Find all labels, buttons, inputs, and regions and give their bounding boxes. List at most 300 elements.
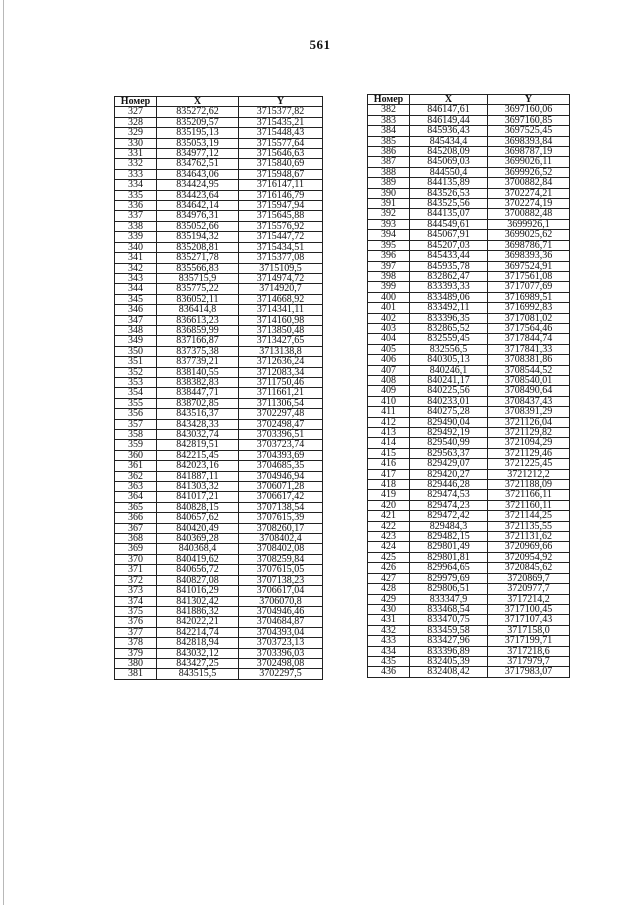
- cell-y: 3706617,42: [239, 492, 323, 502]
- header-number: Номер: [115, 97, 157, 107]
- cell-y: 3717979,7: [488, 656, 570, 666]
- table-row: [368, 240, 570, 250]
- cell-number: 385: [368, 136, 410, 146]
- cell-y: 3721126,04: [488, 417, 570, 427]
- table-row: [115, 450, 323, 460]
- cell-x: 833470,75: [410, 615, 488, 625]
- cell-number: 429: [368, 594, 410, 604]
- table-row: [115, 107, 323, 117]
- table-row: [115, 388, 323, 398]
- cell-y: 3716992,83: [488, 303, 570, 313]
- cell-number: 356: [115, 409, 157, 419]
- cell-number: 341: [115, 253, 157, 263]
- table-row: [115, 346, 323, 356]
- cell-y: 3717081,02: [488, 313, 570, 323]
- cell-number: 373: [115, 586, 157, 596]
- table-row: [368, 303, 570, 313]
- cell-x: 840225,56: [410, 386, 488, 396]
- cell-y: 3703723,13: [239, 638, 323, 648]
- cell-number: 435: [368, 656, 410, 666]
- table-row: [115, 596, 323, 606]
- table-row: [115, 627, 323, 637]
- cell-x: 838702,85: [157, 398, 239, 408]
- table-row: [368, 282, 570, 292]
- cell-x: 835272,62: [157, 107, 239, 117]
- cell-x: 833468,54: [410, 604, 488, 614]
- cell-number: 417: [368, 469, 410, 479]
- cell-number: 367: [115, 523, 157, 533]
- cell-x: 829540,99: [410, 438, 488, 448]
- cell-number: 428: [368, 584, 410, 594]
- cell-x: 834977,12: [157, 149, 239, 159]
- cell-y: 3704946,94: [239, 471, 323, 481]
- cell-y: 3717107,43: [488, 615, 570, 625]
- cell-x: 842819,51: [157, 440, 239, 450]
- cell-number: 344: [115, 284, 157, 294]
- table-row: [368, 251, 570, 261]
- cell-number: 362: [115, 471, 157, 481]
- cell-x: 836052,11: [157, 294, 239, 304]
- cell-y: 3716989,51: [488, 292, 570, 302]
- table-row: [115, 482, 323, 492]
- cell-y: 3699026,11: [488, 157, 570, 167]
- cell-x: 844549,61: [410, 219, 488, 229]
- table-row: [368, 292, 570, 302]
- cell-x: 840420,49: [157, 523, 239, 533]
- cell-number: 420: [368, 500, 410, 510]
- cell-y: 3698787,19: [488, 147, 570, 157]
- cell-y: 3708402,08: [239, 544, 323, 554]
- cell-y: 3717214,2: [488, 594, 570, 604]
- table-row: [115, 169, 323, 179]
- cell-y: 3712083,34: [239, 367, 323, 377]
- table-row: [115, 398, 323, 408]
- cell-x: 829490,04: [410, 417, 488, 427]
- cell-y: 3715577,64: [239, 138, 323, 148]
- cell-x: 838140,55: [157, 367, 239, 377]
- cell-number: 383: [368, 115, 410, 125]
- cell-number: 392: [368, 209, 410, 219]
- cell-x: 843515,5: [157, 669, 239, 679]
- table-row: [368, 646, 570, 656]
- cell-x: 844550,4: [410, 167, 488, 177]
- cell-y: 3717844,74: [488, 334, 570, 344]
- table-header-row: [115, 97, 323, 107]
- cell-y: 3721188,09: [488, 480, 570, 490]
- cell-x: 835052,66: [157, 221, 239, 231]
- cell-y: 3698393,36: [488, 251, 570, 261]
- cell-number: 329: [115, 128, 157, 138]
- cell-y: 3721094,29: [488, 438, 570, 448]
- cell-number: 347: [115, 315, 157, 325]
- table-row: [115, 565, 323, 575]
- cell-number: 360: [115, 450, 157, 460]
- table-row: [368, 563, 570, 573]
- cell-x: 841887,11: [157, 471, 239, 481]
- table-row: [368, 604, 570, 614]
- table-row: [368, 355, 570, 365]
- cell-x: 840246,1: [410, 365, 488, 375]
- cell-y: 3715840,69: [239, 159, 323, 169]
- cell-number: 418: [368, 480, 410, 490]
- cell-x: 840828,15: [157, 502, 239, 512]
- cell-number: 389: [368, 178, 410, 188]
- cell-y: 3698393,84: [488, 136, 570, 146]
- cell-number: 364: [115, 492, 157, 502]
- table-row: [115, 201, 323, 211]
- cell-y: 3716146,79: [239, 190, 323, 200]
- cell-y: 3711750,46: [239, 377, 323, 387]
- cell-number: 374: [115, 596, 157, 606]
- cell-y: 3712636,24: [239, 357, 323, 367]
- cell-number: 407: [368, 365, 410, 375]
- cell-y: 3697524,91: [488, 261, 570, 271]
- table-row: [115, 523, 323, 533]
- table-row: [115, 544, 323, 554]
- cell-x: 840369,28: [157, 534, 239, 544]
- cell-y: 3715377,08: [239, 253, 323, 263]
- cell-y: 3720845,62: [488, 563, 570, 573]
- cell-x: 843428,33: [157, 419, 239, 429]
- cell-x: 840656,72: [157, 565, 239, 575]
- cell-number: 424: [368, 542, 410, 552]
- table-row: [115, 315, 323, 325]
- cell-number: 348: [115, 325, 157, 335]
- cell-number: 401: [368, 303, 410, 313]
- cell-y: 3721212,2: [488, 469, 570, 479]
- cell-y: 3720977,7: [488, 584, 570, 594]
- cell-number: 413: [368, 428, 410, 438]
- cell-y: 3708540,01: [488, 375, 570, 385]
- table-row: [115, 128, 323, 138]
- table-row: [368, 521, 570, 531]
- cell-number: 431: [368, 615, 410, 625]
- cell-y: 3715576,92: [239, 221, 323, 231]
- cell-number: 358: [115, 430, 157, 440]
- cell-y: 3715646,63: [239, 149, 323, 159]
- cell-x: 840275,28: [410, 407, 488, 417]
- cell-y: 3714160,98: [239, 315, 323, 325]
- cell-x: 843032,74: [157, 430, 239, 440]
- table-row: [368, 147, 570, 157]
- cell-y: 3721131,62: [488, 532, 570, 542]
- cell-y: 3721144,25: [488, 511, 570, 521]
- cell-y: 3706070,8: [239, 596, 323, 606]
- table-row: [368, 396, 570, 406]
- cell-number: 377: [115, 627, 157, 637]
- cell-x: 829482,15: [410, 532, 488, 542]
- cell-x: 843526,53: [410, 188, 488, 198]
- cell-number: 414: [368, 438, 410, 448]
- cell-y: 3720969,66: [488, 542, 570, 552]
- cell-number: 335: [115, 190, 157, 200]
- cell-number: 352: [115, 367, 157, 377]
- cell-number: 422: [368, 521, 410, 531]
- cell-x: 837375,38: [157, 346, 239, 356]
- cell-y: 3713138,8: [239, 346, 323, 356]
- cell-x: 842818,94: [157, 638, 239, 648]
- cell-number: 393: [368, 219, 410, 229]
- cell-y: 3715109,5: [239, 263, 323, 273]
- table-row: [368, 428, 570, 438]
- table-body-left: [115, 107, 323, 679]
- table-row: [115, 492, 323, 502]
- cell-x: 829472,42: [410, 511, 488, 521]
- cell-y: 3703396,03: [239, 648, 323, 658]
- scan-edge-line: [3, 0, 4, 905]
- table-row: [368, 105, 570, 115]
- cell-number: 416: [368, 459, 410, 469]
- cell-number: 403: [368, 323, 410, 333]
- table-row: [115, 232, 323, 242]
- cell-number: 391: [368, 199, 410, 209]
- cell-x: 829979,69: [410, 573, 488, 583]
- cell-number: 427: [368, 573, 410, 583]
- cell-y: 3721129,82: [488, 428, 570, 438]
- cell-y: 3704946,46: [239, 606, 323, 616]
- cell-x: 829563,37: [410, 448, 488, 458]
- cell-x: 834423,64: [157, 190, 239, 200]
- cell-number: 345: [115, 294, 157, 304]
- table-row: [368, 490, 570, 500]
- cell-x: 835271,78: [157, 253, 239, 263]
- cell-number: 386: [368, 147, 410, 157]
- cell-x: 840827,08: [157, 575, 239, 585]
- cell-y: 3721225,45: [488, 459, 570, 469]
- cell-y: 3708391,29: [488, 407, 570, 417]
- cell-x: 836414,8: [157, 305, 239, 315]
- cell-number: 395: [368, 240, 410, 250]
- cell-x: 829964,65: [410, 563, 488, 573]
- cell-x: 834424,95: [157, 180, 239, 190]
- cell-number: 336: [115, 201, 157, 211]
- cell-y: 3702498,08: [239, 658, 323, 668]
- cell-y: 3700882,84: [488, 178, 570, 188]
- cell-y: 3721129,46: [488, 448, 570, 458]
- coordinates-table-left: [114, 96, 323, 680]
- coordinates-table-right: [367, 94, 570, 678]
- cell-y: 3708381,86: [488, 355, 570, 365]
- cell-x: 832559,45: [410, 334, 488, 344]
- cell-x: 834762,51: [157, 159, 239, 169]
- cell-y: 3708402,4: [239, 534, 323, 544]
- cell-number: 332: [115, 159, 157, 169]
- cell-number: 404: [368, 334, 410, 344]
- cell-number: 372: [115, 575, 157, 585]
- cell-y: 3708437,43: [488, 396, 570, 406]
- table-row: [115, 221, 323, 231]
- cell-number: 333: [115, 169, 157, 179]
- cell-y: 3714668,92: [239, 294, 323, 304]
- cell-x: 832405,39: [410, 656, 488, 666]
- table-row: [368, 542, 570, 552]
- cell-x: 829474,23: [410, 500, 488, 510]
- cell-y: 3717158,0: [488, 625, 570, 635]
- table-row: [368, 656, 570, 666]
- cell-x: 841303,32: [157, 482, 239, 492]
- table-row: [115, 554, 323, 564]
- table-row: [115, 430, 323, 440]
- cell-number: 327: [115, 107, 157, 117]
- cell-number: 346: [115, 305, 157, 315]
- table-row: [115, 180, 323, 190]
- cell-y: 3715434,51: [239, 242, 323, 252]
- table-row: [368, 375, 570, 385]
- cell-y: 3708544,52: [488, 365, 570, 375]
- cell-number: 433: [368, 636, 410, 646]
- cell-x: 840241,17: [410, 375, 488, 385]
- table-row: [115, 502, 323, 512]
- cell-x: 833489,06: [410, 292, 488, 302]
- cell-x: 829492,19: [410, 428, 488, 438]
- cell-x: 835194,32: [157, 232, 239, 242]
- cell-number: 430: [368, 604, 410, 614]
- table-row: [368, 167, 570, 177]
- cell-number: 384: [368, 126, 410, 136]
- cell-y: 3703396,51: [239, 430, 323, 440]
- cell-y: 3704393,69: [239, 450, 323, 460]
- cell-x: 833459,58: [410, 625, 488, 635]
- cell-y: 3704393,04: [239, 627, 323, 637]
- cell-y: 3707615,05: [239, 565, 323, 575]
- cell-x: 834643,06: [157, 169, 239, 179]
- table-row: [368, 438, 570, 448]
- cell-y: 3711306,54: [239, 398, 323, 408]
- cell-x: 832556,5: [410, 344, 488, 354]
- cell-y: 3716147,11: [239, 180, 323, 190]
- cell-number: 402: [368, 313, 410, 323]
- cell-number: 334: [115, 180, 157, 190]
- table-row: [115, 149, 323, 159]
- cell-y: 3715447,72: [239, 232, 323, 242]
- cell-x: 829801,81: [410, 552, 488, 562]
- table-row: [368, 157, 570, 167]
- table-row: [115, 138, 323, 148]
- table-row: [368, 480, 570, 490]
- cell-number: 436: [368, 667, 410, 677]
- cell-x: 844135,07: [410, 209, 488, 219]
- header-x: X: [410, 95, 488, 105]
- cell-y: 3708490,64: [488, 386, 570, 396]
- cell-x: 836859,99: [157, 325, 239, 335]
- cell-number: 400: [368, 292, 410, 302]
- cell-y: 3720869,7: [488, 573, 570, 583]
- cell-x: 841886,32: [157, 606, 239, 616]
- table-row: [115, 284, 323, 294]
- cell-number: 357: [115, 419, 157, 429]
- cell-x: 832865,52: [410, 323, 488, 333]
- cell-x: 843525,56: [410, 199, 488, 209]
- table-row: [368, 407, 570, 417]
- cell-x: 843516,37: [157, 409, 239, 419]
- cell-number: 412: [368, 417, 410, 427]
- cell-number: 330: [115, 138, 157, 148]
- table-row: [115, 575, 323, 585]
- cell-y: 3715377,82: [239, 107, 323, 117]
- cell-number: 410: [368, 396, 410, 406]
- table-row: [115, 409, 323, 419]
- table-row: [368, 532, 570, 542]
- cell-x: 834642,14: [157, 201, 239, 211]
- cell-x: 838382,83: [157, 377, 239, 387]
- cell-number: 337: [115, 211, 157, 221]
- cell-x: 842023,16: [157, 461, 239, 471]
- header-y: Y: [239, 97, 323, 107]
- cell-x: 835715,9: [157, 273, 239, 283]
- cell-x: 833396,89: [410, 646, 488, 656]
- cell-number: 419: [368, 490, 410, 500]
- table-row: [368, 417, 570, 427]
- cell-x: 835775,22: [157, 284, 239, 294]
- cell-y: 3707138,23: [239, 575, 323, 585]
- table-row: [115, 534, 323, 544]
- cell-y: 3698786,71: [488, 240, 570, 250]
- table-row: [368, 594, 570, 604]
- cell-x: 832862,47: [410, 271, 488, 281]
- cell-number: 353: [115, 377, 157, 387]
- cell-number: 426: [368, 563, 410, 573]
- cell-number: 411: [368, 407, 410, 417]
- table-row: [368, 219, 570, 229]
- cell-x: 833492,11: [410, 303, 488, 313]
- table-row: [115, 367, 323, 377]
- cell-y: 3715947,94: [239, 201, 323, 211]
- cell-number: 359: [115, 440, 157, 450]
- cell-number: 375: [115, 606, 157, 616]
- cell-x: 829446,28: [410, 480, 488, 490]
- cell-number: 361: [115, 461, 157, 471]
- table-row: [368, 459, 570, 469]
- cell-x: 832408,42: [410, 667, 488, 677]
- table-row: [368, 313, 570, 323]
- cell-x: 845207,03: [410, 240, 488, 250]
- table-row: [115, 305, 323, 315]
- cell-y: 3702498,47: [239, 419, 323, 429]
- cell-number: 328: [115, 117, 157, 127]
- cell-y: 3713850,48: [239, 325, 323, 335]
- table-row: [368, 573, 570, 583]
- cell-x: 838447,71: [157, 388, 239, 398]
- table-row: [368, 511, 570, 521]
- table-row: [368, 625, 570, 635]
- table-row: [368, 448, 570, 458]
- table-header-row: [368, 95, 570, 105]
- cell-x: 840368,4: [157, 544, 239, 554]
- table-row: [368, 500, 570, 510]
- table-row: [115, 117, 323, 127]
- table-row: [115, 606, 323, 616]
- cell-y: 3708260,17: [239, 523, 323, 533]
- cell-number: 425: [368, 552, 410, 562]
- cell-y: 3704685,35: [239, 461, 323, 471]
- cell-x: 845433,44: [410, 251, 488, 261]
- cell-y: 3704684,87: [239, 617, 323, 627]
- cell-x: 841016,29: [157, 586, 239, 596]
- cell-y: 3707138,54: [239, 502, 323, 512]
- cell-x: 833393,33: [410, 282, 488, 292]
- table-row: [115, 461, 323, 471]
- cell-number: 399: [368, 282, 410, 292]
- table-row: [115, 273, 323, 283]
- cell-number: 409: [368, 386, 410, 396]
- cell-x: 842022,21: [157, 617, 239, 627]
- cell-x: 835209,57: [157, 117, 239, 127]
- table-row: [115, 263, 323, 273]
- cell-number: 343: [115, 273, 157, 283]
- cell-x: 837166,87: [157, 336, 239, 346]
- cell-number: 371: [115, 565, 157, 575]
- table-row: [115, 357, 323, 367]
